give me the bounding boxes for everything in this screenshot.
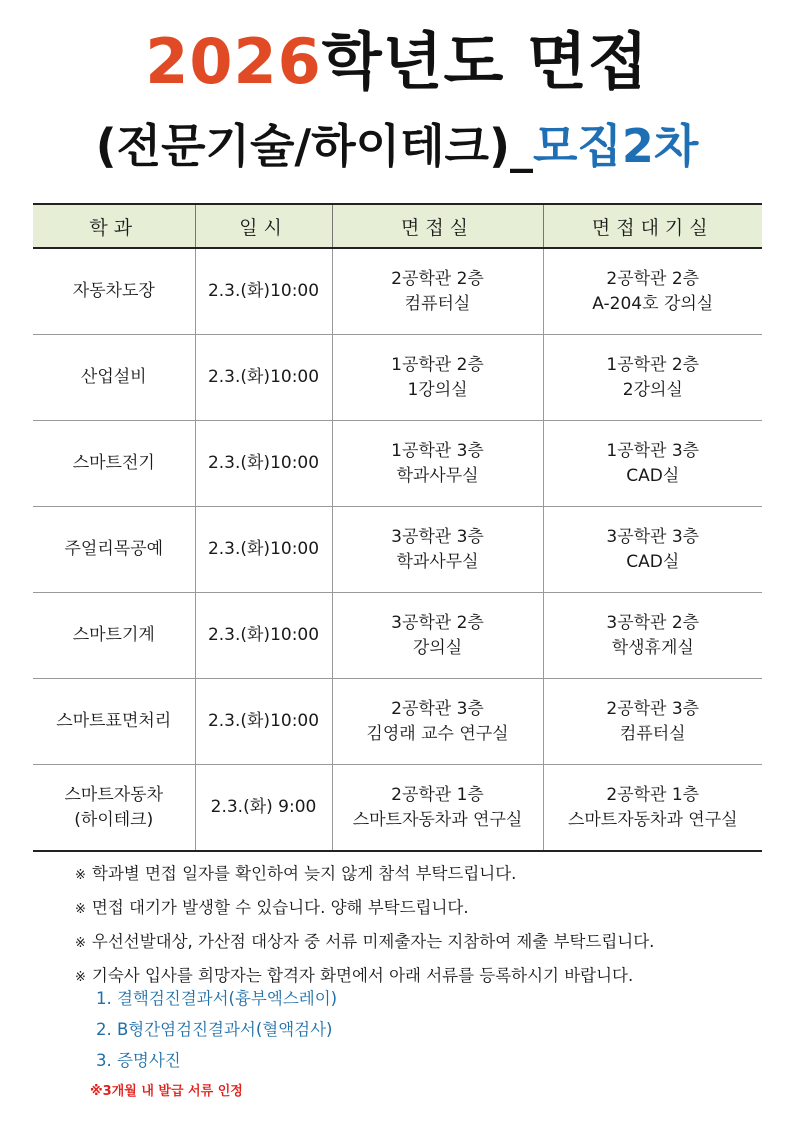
- cell-department: [33, 507, 195, 593]
- subtitle-category: (전문기술/하이테크)_: [95, 119, 533, 173]
- cell-interview-room-line: 1공학관 3층: [391, 440, 484, 461]
- cell-waiting-room-line: 2공학관 2층: [606, 268, 700, 289]
- cell-department: [33, 679, 195, 765]
- document-item: 3. 증명사진: [96, 1051, 181, 1070]
- table-header-row: [33, 204, 762, 248]
- cell-waiting-room-line: 2공학관 3층: [606, 698, 700, 719]
- cell-interview-room: [332, 335, 543, 421]
- cell-waiting-room: [543, 507, 762, 593]
- header-waiting-room: 면접대기실: [543, 204, 762, 248]
- cell-interview-room-line: 1공학관 2층: [391, 354, 484, 375]
- cell-interview-room: [332, 507, 543, 593]
- cell-waiting-room-line: 3공학관 2층: [606, 612, 700, 633]
- cell-waiting-room-line: CAD실: [626, 465, 680, 486]
- reference-mark-icon: ※: [75, 902, 86, 917]
- table-row: [33, 679, 762, 765]
- page-title: [0, 22, 794, 102]
- cell-waiting-room: [543, 335, 762, 421]
- notice-item: [75, 892, 765, 926]
- cell-waiting-room-line: 1공학관 2층: [606, 354, 700, 375]
- cell-interview-room: [332, 679, 543, 765]
- table-row: [33, 248, 762, 335]
- cell-department: [33, 765, 195, 852]
- notice-text: 학과별 면접 일자를 확인하여 늦지 않게 참석 부탁드립니다.: [91, 864, 517, 883]
- cell-waiting-room: [543, 421, 762, 507]
- cell-department-line: 스마트표면처리: [56, 711, 172, 731]
- cell-department: [33, 335, 195, 421]
- cell-interview-room: [332, 593, 543, 679]
- header-interview-room: 면접실: [332, 204, 543, 248]
- cell-interview-room: [332, 248, 543, 335]
- cell-waiting-room-line: A-204호 강의실: [592, 293, 714, 314]
- cell-waiting-room-line: CAD실: [626, 551, 680, 572]
- cell-interview-room: [332, 765, 543, 852]
- cell-interview-room-line: 3공학관 3층: [391, 526, 484, 547]
- cell-waiting-room: [543, 593, 762, 679]
- cell-datetime: 2.3.(화)10:00: [195, 593, 332, 679]
- cell-department-line: 자동차도장: [72, 281, 155, 301]
- cell-datetime: 2.3.(화)10:00: [195, 679, 332, 765]
- table-row: [33, 335, 762, 421]
- cell-interview-room-line: 김영래 교수 연구실: [366, 723, 509, 744]
- table-row: [33, 593, 762, 679]
- cell-waiting-room-line: 학생휴게실: [611, 637, 694, 658]
- cell-department-line: 스마트기계: [72, 625, 155, 645]
- reference-mark-icon: ※: [75, 970, 86, 985]
- header-department: 학과: [33, 204, 195, 248]
- document-item: 1. 결핵검진결과서(흉부엑스레이): [96, 989, 338, 1008]
- cell-interview-room-line: 학과사무실: [396, 551, 479, 572]
- cell-department-line: 스마트전기: [72, 453, 155, 473]
- cell-datetime: 2.3.(화)10:00: [195, 507, 332, 593]
- cell-interview-room-line: 2공학관 2층: [391, 268, 484, 289]
- cell-department-line: 스마트자동차: [64, 784, 164, 805]
- cell-department-line: 주얼리목공예: [64, 539, 164, 559]
- reference-mark-icon: ※: [75, 936, 86, 951]
- cell-interview-room-line: 스마트자동차과 연구실: [352, 809, 523, 830]
- notice-text: 기숙사 입사를 희망자는 합격자 화면에서 아래 서류를 등록하시기 바랍니다.: [91, 966, 634, 985]
- cell-interview-room-line: 3공학관 2층: [391, 612, 484, 633]
- notice-item: [75, 858, 765, 892]
- cell-waiting-room-line: 스마트자동차과 연구실: [567, 809, 738, 830]
- cell-department: [33, 421, 195, 507]
- table-row: [33, 421, 762, 507]
- notice-item: [75, 926, 765, 960]
- notice-text: 면접 대기가 발생할 수 있습니다. 양해 부탁드립니다.: [91, 898, 469, 917]
- cell-department: [33, 248, 195, 335]
- cell-interview-room-line: 2공학관 1층: [391, 784, 484, 805]
- page-subtitle: [0, 115, 794, 177]
- cell-interview-room-line: 1강의실: [407, 379, 468, 400]
- cell-waiting-room: [543, 765, 762, 852]
- cell-waiting-room-line: 컴퓨터실: [619, 723, 686, 744]
- cell-datetime: 2.3.(화)10:00: [195, 421, 332, 507]
- document-item: 2. B형간염검진결과서(혈액검사): [96, 1020, 333, 1039]
- required-documents-list: [96, 983, 337, 1076]
- cell-datetime: 2.3.(화)10:00: [195, 335, 332, 421]
- title-main: 학년도 면접: [321, 25, 649, 98]
- cell-interview-room-line: 학과사무실: [396, 465, 479, 486]
- cell-datetime: 2.3.(화)10:00: [195, 248, 332, 335]
- interview-schedule-table: [33, 203, 762, 852]
- notice-text: 우선선발대상, 가산점 대상자 중 서류 미제출자는 지참하여 제출 부탁드립니다.: [91, 932, 655, 951]
- cell-waiting-room: [543, 679, 762, 765]
- notice-list: [75, 858, 765, 994]
- cell-interview-room-line: 2공학관 3층: [391, 698, 484, 719]
- cell-datetime: 2.3.(화) 9:00: [195, 765, 332, 852]
- reference-mark-icon: ※: [75, 868, 86, 883]
- cell-department-line: (하이테크): [74, 809, 154, 830]
- cell-waiting-room-line: 3공학관 3층: [606, 526, 700, 547]
- cell-department-line: 산업설비: [80, 367, 147, 387]
- table-row: [33, 507, 762, 593]
- cell-department: [33, 593, 195, 679]
- footnote: ※3개월 내 발급 서류 인정: [90, 1084, 243, 1099]
- table-row: [33, 765, 762, 852]
- cell-interview-room-line: 강의실: [412, 637, 463, 658]
- cell-waiting-room: [543, 248, 762, 335]
- subtitle-round: 모집2차: [533, 119, 699, 173]
- header-datetime: 일시: [195, 204, 332, 248]
- title-year: 2026: [145, 25, 322, 98]
- cell-waiting-room-line: 2공학관 1층: [606, 784, 700, 805]
- cell-interview-room-line: 컴퓨터실: [404, 293, 471, 314]
- cell-waiting-room-line: 1공학관 3층: [606, 440, 700, 461]
- cell-interview-room: [332, 421, 543, 507]
- cell-waiting-room-line: 2강의실: [622, 379, 683, 400]
